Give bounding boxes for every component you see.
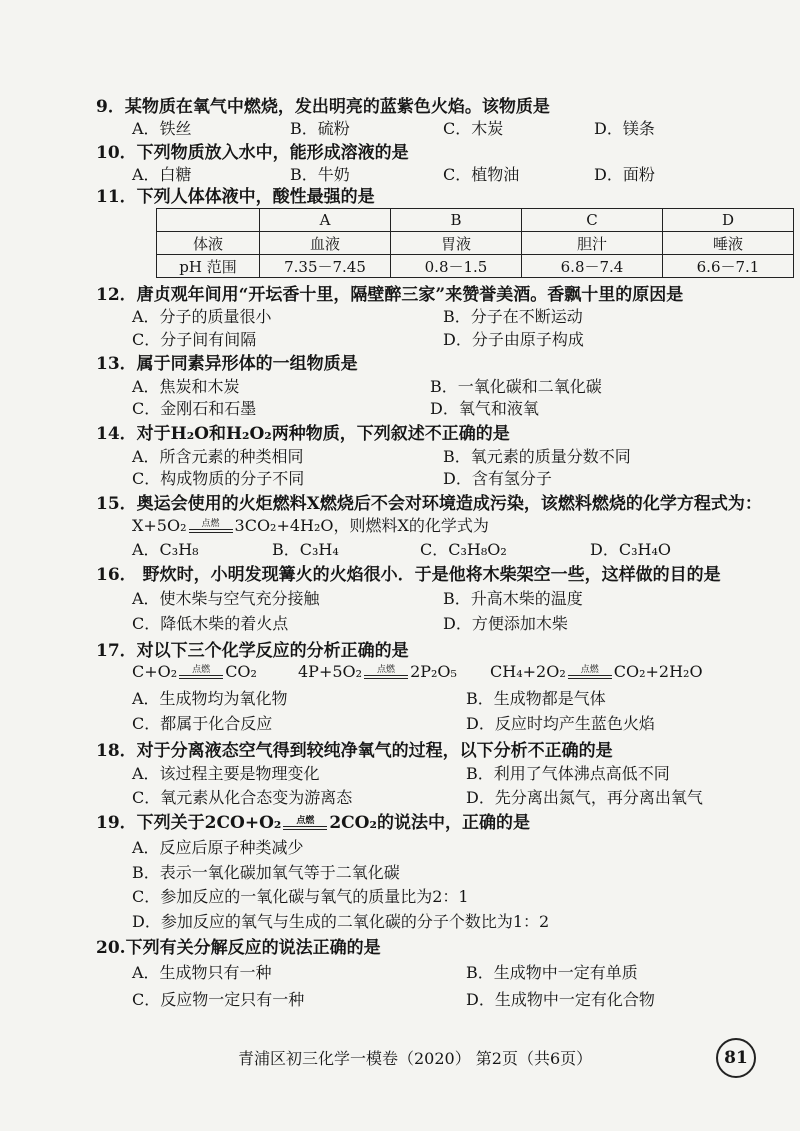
equation-left: X+5O₂ (132, 516, 187, 535)
question-17-equation-3 (490, 662, 703, 681)
condition-label: 点燃 (192, 665, 211, 675)
reaction-condition (364, 666, 408, 679)
question-12-option-b: B．分子在不断运动 (443, 307, 583, 326)
question-20-option-a: A．生成物只有一种 (132, 963, 272, 982)
ph-table-cell: 6.8－7.4 (522, 255, 663, 278)
question-16-option-b: B．升高木柴的温度 (443, 589, 583, 608)
equation-right: 2P₂O₅ (410, 662, 457, 681)
question-19-option-c: C．参加反应的一氧化碳与氧气的质量比为2：1 (132, 887, 469, 906)
question-12-option-d: D．分子由原子构成 (443, 330, 584, 349)
stem-left: 19．下列关于2CO+O₂ (96, 813, 282, 833)
question-16-option-a: A．使木柴与空气充分接触 (132, 589, 320, 608)
question-13-option-a: A．焦炭和木炭 (132, 377, 240, 396)
question-18-option-b: B．利用了气体沸点高低不同 (466, 764, 670, 783)
reaction-condition (283, 817, 327, 830)
question-9-option-a: A．铁丝 (132, 119, 192, 138)
question-14-option-d: D．含有氢分子 (443, 469, 552, 488)
question-14-option-c: C．构成物质的分子不同 (132, 469, 305, 488)
question-17-equation-1 (132, 662, 257, 681)
ph-table-cell: C (522, 209, 663, 232)
question-14-stem: 14．对于H₂O和H₂O₂两种物质，下列叙述不正确的是 (96, 424, 510, 444)
ph-table-cell: 6.6－7.1 (663, 255, 794, 278)
question-9-option-d: D．镁条 (594, 119, 655, 138)
question-19-stem (96, 812, 530, 834)
question-12-option-a: A．分子的质量很小 (132, 307, 272, 326)
reaction-condition (568, 666, 612, 679)
equation-left: 4P+5O₂ (298, 662, 363, 681)
question-15-option-a: A．C₃H₈ (132, 540, 199, 559)
equals-sign (283, 826, 327, 830)
question-16-option-c: C．降低木柴的着火点 (132, 614, 289, 633)
ph-table-cell: 唾液 (663, 232, 794, 255)
question-18-option-c: C．氧元素从化合态变为游离态 (132, 788, 353, 807)
question-18-option-a: A．该过程主要是物理变化 (132, 764, 320, 783)
question-10-option-d: D．面粉 (594, 165, 655, 184)
equation-left: CH₄+2O₂ (490, 662, 566, 681)
question-17-stem: 17．对以下三个化学反应的分析正确的是 (96, 641, 409, 661)
ph-table-row (157, 232, 794, 255)
question-10-stem: 10．下列物质放入水中，能形成溶液的是 (96, 143, 409, 163)
question-13-option-d: D．氧气和液氧 (430, 399, 539, 418)
ph-table-cell: pH 范围 (157, 255, 260, 278)
ph-table-cell: 胃液 (391, 232, 522, 255)
ph-table-header-row (157, 209, 794, 232)
question-16-stem: 16． 野炊时，小明发现篝火的火焰很小．于是他将木柴架空一些，这样做的目的是 (96, 565, 721, 585)
reaction-condition (189, 520, 233, 533)
question-15-stem: 15．奥运会使用的火炬燃料X燃烧后不会对环境造成污染，该燃料燃烧的化学方程式为： (96, 494, 762, 514)
question-15-option-b: B．C₃H₄ (272, 540, 339, 559)
equals-sign (179, 675, 223, 679)
question-15-equation (132, 513, 489, 536)
ph-table-cell: 体液 (157, 232, 260, 255)
question-18-stem: 18．对于分离液态空气得到较纯净氧气的过程，以下分析不正确的是 (96, 741, 613, 761)
reaction-condition (179, 666, 223, 679)
question-19-option-b: B．表示一氧化碳加氧气等于二氧化碳 (132, 863, 400, 882)
condition-label: 点燃 (580, 665, 599, 675)
question-17-option-b: B．生成物都是气体 (466, 689, 606, 708)
equation-left: C+O₂ (132, 662, 178, 681)
ph-table-cell (157, 209, 260, 232)
ph-table-row (157, 255, 794, 278)
equals-sign (364, 675, 408, 679)
question-20-option-c: C．反应物一定只有一种 (132, 990, 305, 1009)
stem-right: 2CO₂的说法中，正确的是 (329, 813, 530, 833)
question-20-option-b: B．生成物中一定有单质 (466, 963, 638, 982)
page-number-badge: 81 (716, 1038, 756, 1078)
question-9-option-b: B．硫粉 (290, 119, 350, 138)
question-13-option-b: B．一氧化碳和二氧化碳 (430, 377, 602, 396)
question-20-stem: 20.下列有关分解反应的说法正确的是 (96, 938, 381, 958)
equals-sign (568, 675, 612, 679)
question-18-option-d: D．先分离出氮气，再分离出氧气 (466, 788, 703, 807)
question-10-option-b: B．牛奶 (290, 165, 350, 184)
question-17-equation-2 (298, 662, 457, 681)
question-13-stem: 13．属于同素异形体的一组物质是 (96, 354, 358, 374)
equation-right: CO₂+2H₂O (613, 662, 703, 681)
ph-table-cell: B (391, 209, 522, 232)
question-17-option-a: A．生成物均为氧化物 (132, 689, 288, 708)
condition-label: 点燃 (377, 665, 396, 675)
question-17-option-d: D．反应时均产生蓝色火焰 (466, 714, 655, 733)
question-14-option-a: A．所含元素的种类相同 (132, 447, 304, 466)
question-19-option-a: A．反应后原子种类减少 (132, 838, 304, 857)
question-13-option-c: C．金刚石和石墨 (132, 399, 257, 418)
question-9-stem: 9．某物质在氧气中燃烧，发出明亮的蓝紫色火焰。该物质是 (96, 97, 550, 117)
ph-table-cell: A (260, 209, 391, 232)
question-17-option-c: C．都属于化合反应 (132, 714, 273, 733)
question-12-option-c: C．分子间有间隔 (132, 330, 257, 349)
equation-right: CO₂ (225, 662, 257, 681)
ph-table-cell: 胆汁 (522, 232, 663, 255)
question-10-option-a: A．白糖 (132, 165, 192, 184)
question-14-option-b: B．氧元素的质量分数不同 (443, 447, 631, 466)
question-9-option-c: C．木炭 (443, 119, 504, 138)
ph-table-cell: 血液 (260, 232, 391, 255)
question-12-stem: 12．唐贞观年间用“开坛香十里，隔壁醉三家”来赞誉美酒。香飘十里的原因是 (96, 285, 684, 305)
ph-table (156, 208, 794, 278)
ph-table-cell: 0.8－1.5 (391, 255, 522, 278)
question-10-option-c: C．植物油 (443, 165, 520, 184)
question-16-option-d: D．方便添加木柴 (443, 614, 568, 633)
ph-table-cell: 7.35－7.45 (260, 255, 391, 278)
question-20-option-d: D．生成物中一定有化合物 (466, 990, 655, 1009)
question-15-option-c: C．C₃H₈O₂ (420, 540, 507, 559)
ph-table-cell: D (663, 209, 794, 232)
question-15-option-d: D．C₃H₄O (590, 540, 671, 559)
question-19-option-d: D．参加反应的氧气与生成的二氧化碳的分子个数比为1：2 (132, 912, 550, 931)
page-footer: 青浦区初三化学一模卷（2020） 第2页（共6页） (238, 1049, 593, 1068)
condition-label: 点燃 (296, 816, 315, 826)
question-11-stem: 11．下列人体体液中，酸性最强的是 (96, 187, 375, 207)
equation-right: 3CO₂+4H₂O，则燃料X的化学式为 (234, 516, 489, 535)
condition-label: 点燃 (201, 519, 220, 529)
equals-sign (189, 529, 233, 533)
